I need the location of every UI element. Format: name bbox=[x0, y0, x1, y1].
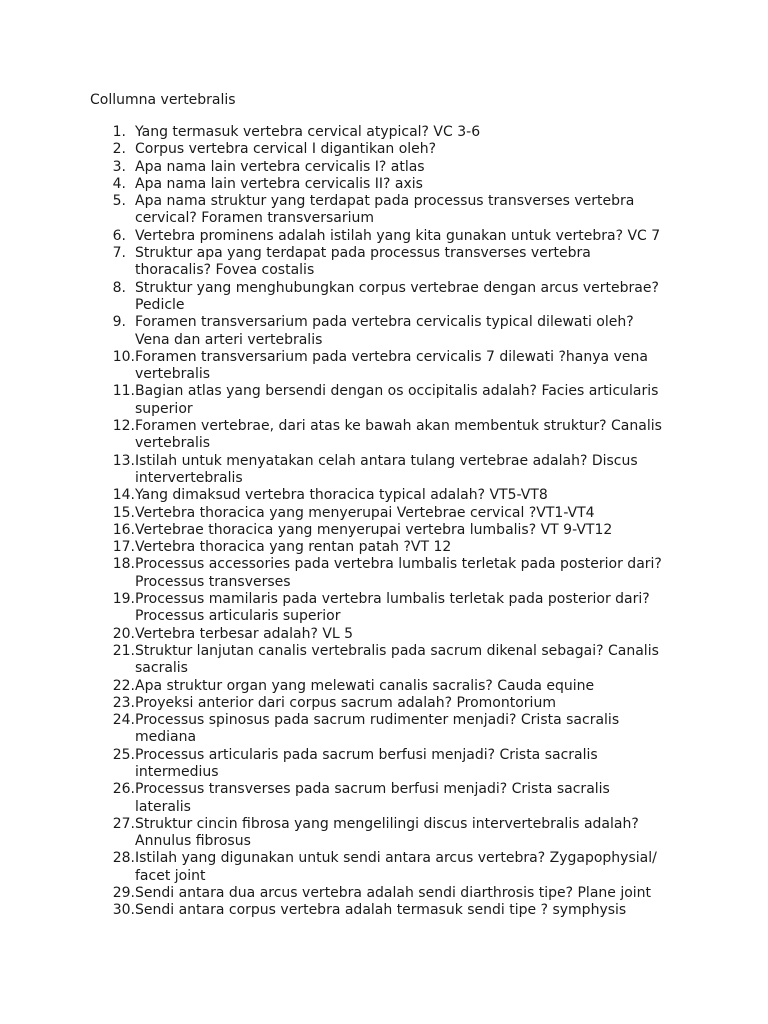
list-item-text: Bagian atlas yang bersendi dengan os occipitalis adalah? Facies articularis superior bbox=[135, 383, 659, 417]
list-item bbox=[0, 678, 670, 695]
list-item-number: 28. bbox=[112, 850, 135, 867]
list-item-number: 10. bbox=[112, 348, 135, 365]
list-item-text: Corpus vertebra cervical I digantikan oleh? bbox=[135, 141, 437, 158]
list-item-text: Processus accessories pada vertebra lumbalis terletak pada posterior dari? Processus transverses bbox=[135, 556, 662, 590]
list-item-number: 11. bbox=[112, 383, 135, 400]
list-item bbox=[0, 626, 670, 643]
list-item bbox=[0, 124, 670, 141]
list-item bbox=[0, 902, 670, 919]
list-item-number: 17. bbox=[112, 539, 135, 556]
list-item-number: 22. bbox=[112, 677, 135, 694]
list-item-text: Processus articularis pada sacrum berfusi menjadi? Crista sacralis intermedius bbox=[135, 746, 598, 780]
document-title: Collumna vertebralis bbox=[90, 92, 236, 108]
list-item-text: Foramen transversarium pada vertebra cervicalis 7 dilewati ?hanya vena vertebralis bbox=[135, 348, 648, 383]
list-item-number: 9. bbox=[112, 314, 126, 331]
list-item-number: 29. bbox=[112, 885, 135, 902]
list-item-text: Apa nama lain vertebra cervicalis II? axis bbox=[135, 175, 423, 192]
list-item-number: 16. bbox=[112, 521, 135, 538]
list-item-text: Processus mamilaris pada vertebra lumbalis terletak pada posterior dari? Processus articularis superior bbox=[135, 591, 650, 625]
list-item-number: 23. bbox=[112, 694, 135, 711]
list-item-text: Istilah untuk menyatakan celah antara tulang vertebrae adalah? Discus intervertebralis bbox=[135, 452, 638, 486]
list-item bbox=[0, 712, 670, 747]
list-item bbox=[0, 349, 670, 384]
list-item-text: Istilah yang digunakan untuk sendi antara arcus vertebra? Zygapophysial/ facet joint bbox=[135, 850, 657, 884]
list-item-text: Apa nama lain vertebra cervicalis I? atlas bbox=[135, 158, 425, 175]
list-item bbox=[0, 781, 670, 816]
list-item bbox=[0, 850, 670, 885]
list-item bbox=[0, 816, 670, 851]
list-item-number: 13. bbox=[112, 452, 135, 469]
list-item bbox=[0, 453, 670, 488]
list-item-text: Vertebra thoracica yang rentan patah ?VT 12 bbox=[135, 539, 452, 556]
list-item-number: 24. bbox=[112, 712, 135, 729]
list-item bbox=[0, 141, 670, 158]
list-item-number: 26. bbox=[112, 781, 135, 798]
list-item-text: Sendi antara dua arcus vertebra adalah sendi diarthrosis tipe? Plane joint bbox=[135, 885, 652, 902]
list-item-number: 8. bbox=[112, 279, 126, 296]
list-item-text: Apa struktur organ yang melewati canalis sacralis? Cauda equine bbox=[135, 677, 595, 694]
list-item-text: Struktur apa yang terdapat pada processus transverses vertebra thoracalis? Fovea costalis bbox=[135, 245, 591, 279]
list-item bbox=[0, 556, 670, 591]
list-item-text: Vertebrae thoracica yang menyerupai vertebra lumbalis? VT 9-VT12 bbox=[135, 521, 613, 538]
list-item-number: 20. bbox=[112, 625, 135, 642]
list-item bbox=[0, 245, 670, 280]
list-item-text: Vertebra prominens adalah istilah yang kita gunakan untuk vertebra? VC 7 bbox=[135, 227, 661, 244]
list-item-number: 25. bbox=[112, 746, 135, 763]
list-item-number: 30. bbox=[112, 902, 135, 919]
list-item bbox=[0, 487, 670, 504]
list-item-text: Vertebra thoracica yang menyerupai Vertebrae cervical ?VT1-VT4 bbox=[135, 504, 595, 521]
list-item-number: 4. bbox=[112, 175, 126, 192]
list-item-number: 3. bbox=[112, 158, 126, 175]
list-item bbox=[0, 539, 670, 556]
list-item bbox=[0, 193, 670, 228]
list-item-number: 27. bbox=[112, 815, 135, 832]
list-item-number: 14. bbox=[112, 487, 135, 504]
list-item-text: Foramen transversarium pada vertebra cervicalis typical dilewati oleh? Vena dan arteri vertebralis bbox=[135, 314, 634, 348]
list-item-text: Processus spinosus pada sacrum rudimenter menjadi? Crista sacralis mediana bbox=[135, 712, 620, 746]
list-item bbox=[0, 383, 670, 418]
list-item-number: 18. bbox=[112, 556, 135, 573]
list-item-text: Struktur lanjutan canalis vertebralis pada sacrum dikenal sebagai? Canalis sacralis bbox=[135, 642, 659, 677]
list-item bbox=[0, 228, 670, 245]
list-item bbox=[0, 176, 670, 193]
question-list bbox=[0, 124, 768, 920]
list-item bbox=[0, 747, 670, 782]
list-item bbox=[0, 885, 670, 902]
list-item-number: 1. bbox=[112, 124, 126, 140]
list-item-text: Foramen vertebrae, dari atas ke bawah akan membentuk struktur? Canalis vertebralis bbox=[135, 418, 662, 452]
list-item-text: Yang termasuk vertebra cervical atypical? VC 3-6 bbox=[135, 124, 481, 140]
list-item bbox=[0, 505, 670, 522]
list-item-text: Vertebra terbesar adalah? VL 5 bbox=[135, 625, 354, 642]
list-item-number: 21. bbox=[112, 642, 135, 659]
list-item-number: 12. bbox=[112, 418, 135, 435]
list-item-text: Struktur yang menghubungkan corpus vertebrae dengan arcus vertebrae? Pedicle bbox=[135, 279, 659, 313]
list-item bbox=[0, 522, 670, 539]
list-item-text: Sendi antara corpus vertebra adalah termasuk sendi tipe ? symphysis bbox=[135, 902, 627, 919]
list-item bbox=[0, 314, 670, 349]
list-item bbox=[0, 591, 670, 626]
list-item-number: 2. bbox=[112, 141, 126, 158]
list-item-number: 19. bbox=[112, 591, 135, 608]
list-item bbox=[0, 280, 670, 315]
list-item-text: Proyeksi anterior dari corpus sacrum adalah? Promontorium bbox=[135, 694, 556, 711]
list-item-number: 5. bbox=[112, 193, 126, 210]
list-item-number: 7. bbox=[112, 245, 126, 262]
list-item-number: 6. bbox=[112, 227, 126, 244]
list-item-text: Apa nama struktur yang terdapat pada processus transverses vertebra cervical? Foramen transversarium bbox=[135, 193, 635, 227]
list-item bbox=[0, 695, 670, 712]
list-item bbox=[0, 418, 670, 453]
list-item-text: Yang dimaksud vertebra thoracica typical adalah? VT5-VT8 bbox=[135, 487, 548, 504]
list-item bbox=[0, 643, 670, 678]
list-item-number: 15. bbox=[112, 504, 135, 521]
list-item-text: Processus transverses pada sacrum berfusi menjadi? Crista sacralis lateralis bbox=[135, 781, 610, 815]
list-item bbox=[0, 159, 670, 176]
list-item-text: Struktur cincin fibrosa yang mengelilingi discus intervertebralis adalah? Annulus fibrosus bbox=[135, 815, 639, 850]
